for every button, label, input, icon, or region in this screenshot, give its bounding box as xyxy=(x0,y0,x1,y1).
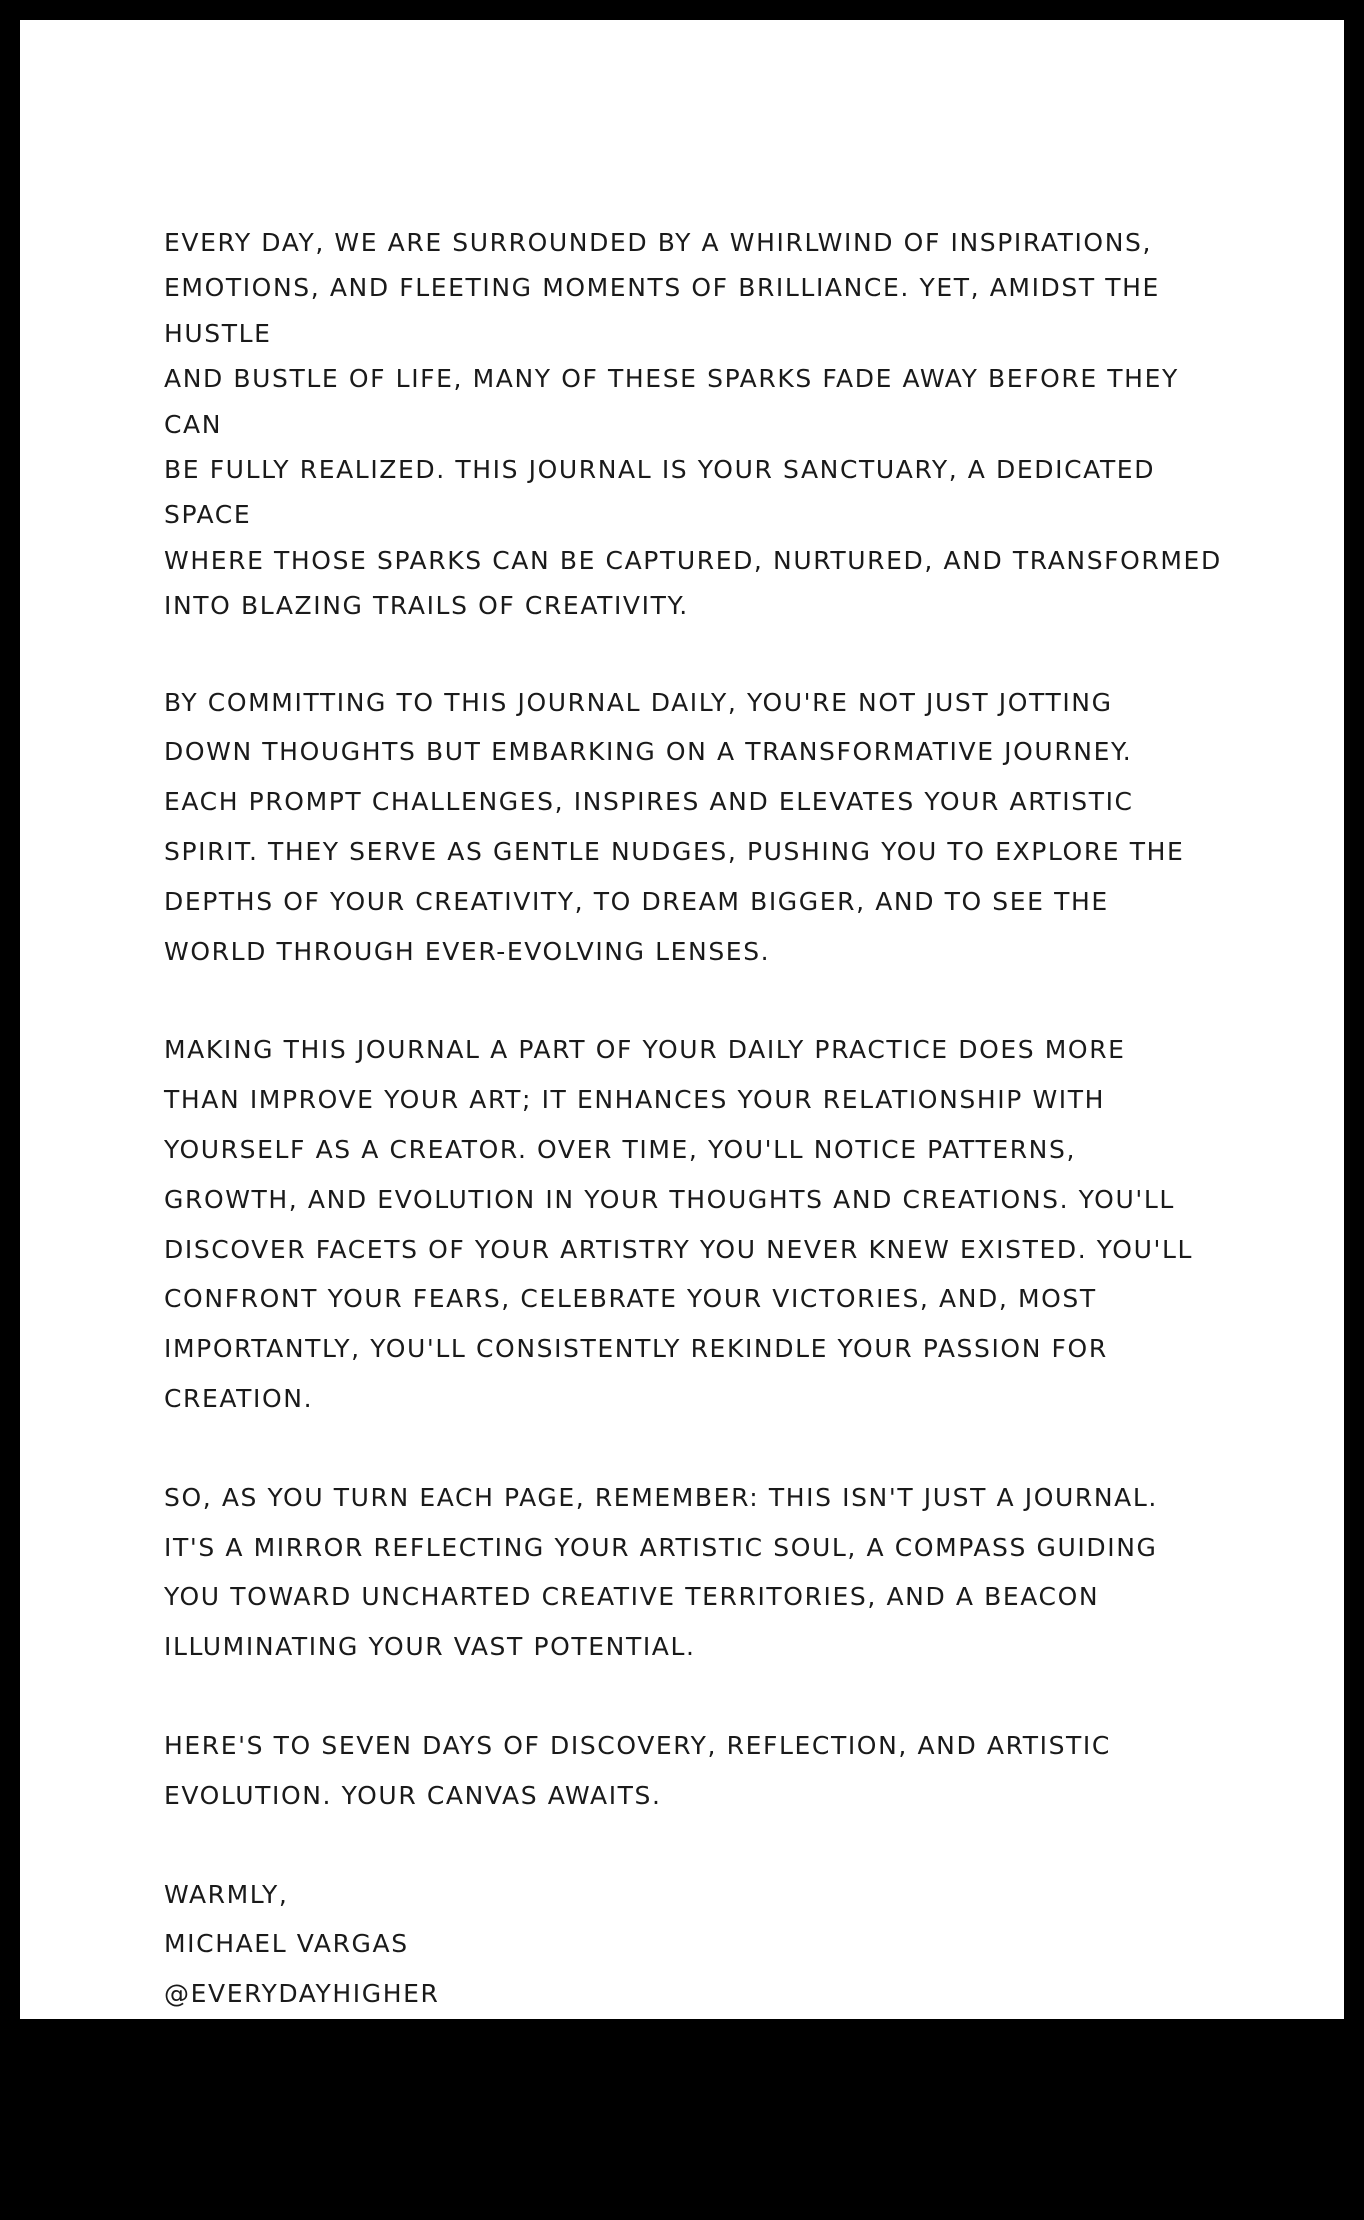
paragraph-intro: EVERY DAY, WE ARE SURROUNDED BY A WHIRLWIND OF INSPIRATIONS, EMOTIONS, AND FLEETING MOMENTS OF BRILLIANCE. YET, AMIDST THE HUSTLE AND BUSTLE OF LIFE, MANY OF THESE SPARKS FADE AWAY BEFORE THEY CAN BE FULLY REALIZED. THIS JOURNAL IS YOUR SANCTUARY, A DEDICATED SPACE WHERE THOSE SPARKS CAN BE CAPTURED, NURTURED, AND TRANSFORMED INTO BLAZING TRAILS OF CREATIVITY. xyxy=(164,228,1222,621)
signoff-closing: WARMLY, xyxy=(164,1879,289,1909)
paragraph-practice: MAKING THIS JOURNAL A PART OF YOUR DAILY PRACTICE DOES MORE THAN IMPROVE YOUR ART; IT ENHANCES YOUR RELATIONSHIP WITH YOURSELF AS A CREATOR. OVER TIME, YOU'LL NOTICE PATTERNS, GROWTH, AND EVOLUTION IN YOUR THOUGHTS AND CREATIONS. YOU'LL DISCOVER FACETS OF YOUR ARTISTRY YOU NEVER KNEW EXISTED. YOU'LL CONFRONT YOUR FEARS, CELEBRATE YOUR VICTORIES, AND, MOST IMPORTANTLY, YOU'LL CONSISTENTLY REKINDLE YOUR PASSION FOR CREATION. xyxy=(164,1035,1193,1414)
signoff-handle: @EVERYDAYHIGHER xyxy=(164,1979,440,2009)
paragraph-mirror: SO, AS YOU TURN EACH PAGE, REMEMBER: THIS ISN'T JUST A JOURNAL. IT'S A MIRROR REFLECTING YOUR ARTISTIC SOUL, A COMPASS GUIDING YOU TOWARD UNCHARTED CREATIVE TERRITORIES, AND A BEACON ILLUMINATING YOUR VAST POTENTIAL. xyxy=(164,1482,1158,1662)
letter-body xyxy=(164,220,1234,2019)
signoff-name: MICHAEL VARGAS xyxy=(164,1929,409,1959)
letter-page xyxy=(20,20,1344,2019)
paragraph-toast: HERE'S TO SEVEN DAYS OF DISCOVERY, REFLECTION, AND ARTISTIC EVOLUTION. YOUR CANVAS AWAITS. xyxy=(164,1731,1111,1810)
paragraph-commitment: BY COMMITTING TO THIS JOURNAL DAILY, YOU'RE NOT JUST JOTTING DOWN THOUGHTS BUT EMBARKING ON A TRANSFORMATIVE JOURNEY. EACH PROMPT CHALLENGES, INSPIRES AND ELEVATES YOUR ARTISTIC SPIRIT. THEY SERVE AS GENTLE NUDGES, PUSHING YOU TO EXPLORE THE DEPTHS OF YOUR CREATIVITY, TO DREAM BIGGER, AND TO SEE THE WORLD THROUGH EVER-EVOLVING LENSES. xyxy=(164,687,1185,966)
signature-block xyxy=(164,1870,1234,2019)
